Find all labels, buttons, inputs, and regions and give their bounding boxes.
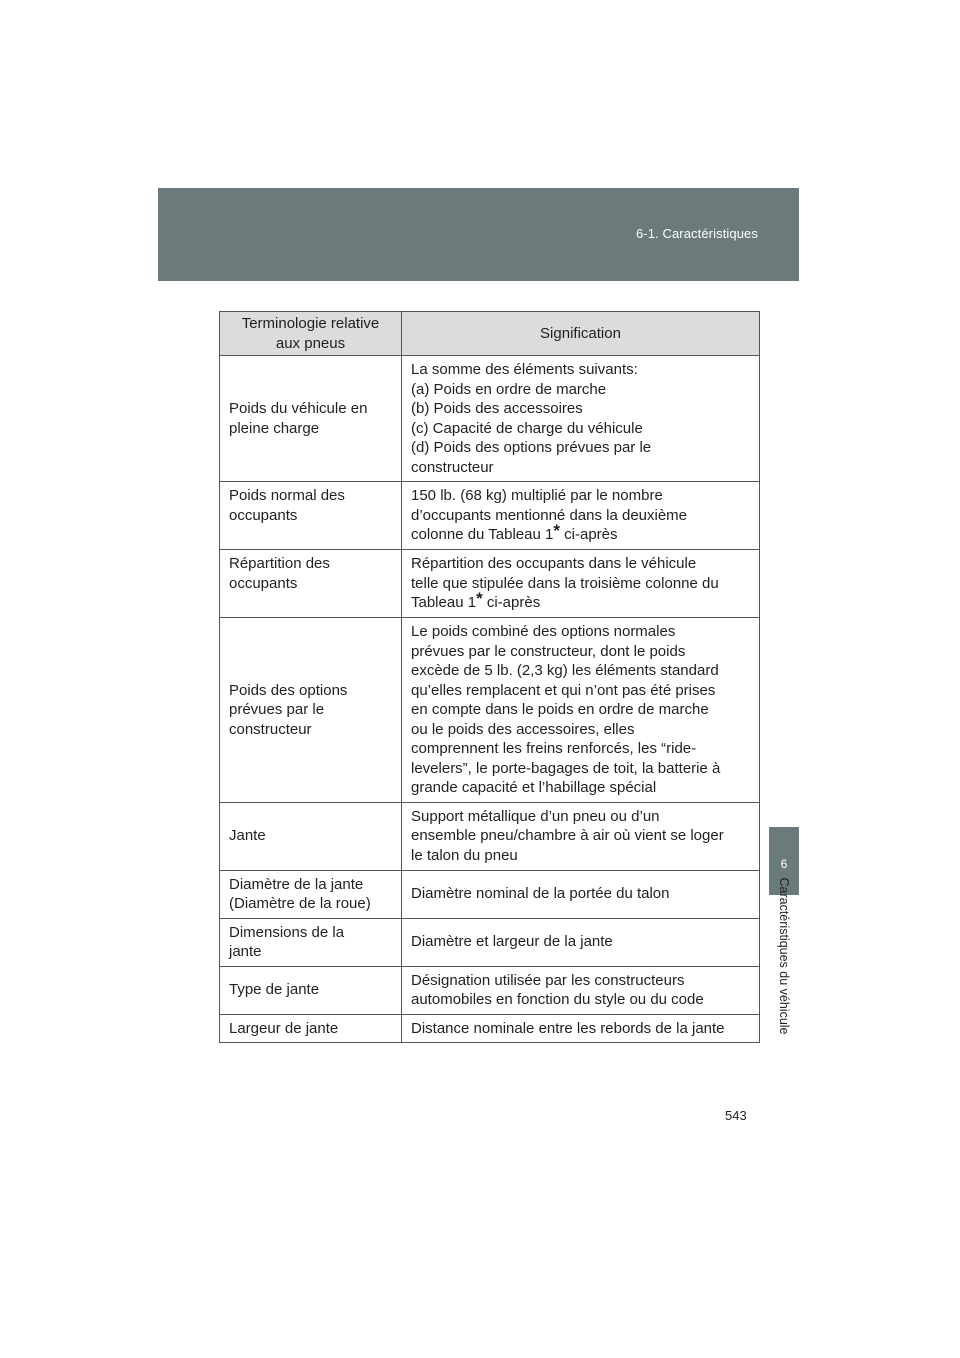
table-row bbox=[220, 966, 760, 1014]
term-cell: Poids du véhicule en pleine charge bbox=[220, 356, 402, 482]
meaning-text: Répartition des occupants dans le véhicule telle que stipulée dans la troisième colonne du Tableau 1 bbox=[411, 555, 719, 612]
chapter-number: 6 bbox=[780, 857, 788, 871]
meaning-cell: Diamètre et largeur de la jante bbox=[402, 918, 760, 966]
table-row bbox=[220, 1014, 760, 1043]
meaning-cell: Diamètre nominal de la portée du talon bbox=[402, 870, 760, 918]
term-cell: Diamètre de la jante (Diamètre de la roue) bbox=[220, 870, 402, 918]
meaning-text-end: ci-après bbox=[482, 594, 541, 612]
term-cell: Poids normal des occupants bbox=[220, 482, 402, 550]
term-cell: Répartition des occupants bbox=[220, 550, 402, 618]
header-terminology: Terminologie relative aux pneus bbox=[220, 312, 402, 356]
table-row bbox=[220, 802, 760, 870]
meaning-cell: Support métallique d’un pneu ou d’un ensemble pneu/chambre à air où vient se loger le talon du pneu bbox=[402, 802, 760, 870]
table-row bbox=[220, 356, 760, 482]
table-row bbox=[220, 618, 760, 803]
header-meaning: Signification bbox=[402, 312, 760, 356]
table-row bbox=[220, 870, 760, 918]
footnote-star: * bbox=[553, 521, 560, 541]
section-header-band bbox=[158, 188, 799, 281]
meaning-text-end: ci-après bbox=[559, 526, 618, 544]
table-header-row bbox=[220, 312, 760, 356]
table-row bbox=[220, 918, 760, 966]
meaning-cell: La somme des éléments suivants: (a) Poids en ordre de marche (b) Poids des accessoires (c) Capacité de charge du véhicule (d) Poids des options prévues par le constructeur bbox=[402, 356, 760, 482]
footnote-star: * bbox=[476, 589, 483, 609]
term-cell: Jante bbox=[220, 802, 402, 870]
table-row bbox=[220, 482, 760, 550]
term-cell: Type de jante bbox=[220, 966, 402, 1014]
tire-terminology-table bbox=[219, 311, 760, 1043]
meaning-cell bbox=[402, 482, 760, 550]
table-row bbox=[220, 550, 760, 618]
term-cell: Largeur de jante bbox=[220, 1014, 402, 1043]
meaning-cell: Désignation utilisée par les constructeurs automobiles en fonction du style ou du code bbox=[402, 966, 760, 1014]
meaning-cell: Distance nominale entre les rebords de la jante bbox=[402, 1014, 760, 1043]
meaning-text: 150 lb. (68 kg) multiplié par le nombre d’occupants mentionné dans la deuxième colonne du Tableau 1 bbox=[411, 487, 688, 544]
meaning-cell: Le poids combiné des options normales prévues par le constructeur, dont le poids excède de 5 lb. (2,3 kg) les éléments standard qu’elles remplacent et qui n’ont pas été prises en compte dans le poids en ordre de marche ou le poids des accessoires, elles comprennent les freins renforcés, les “ride- levelers”, le porte-bagages de toit, la batterie à grande capacité et l’habillage spécial bbox=[402, 618, 760, 803]
meaning-cell bbox=[402, 550, 760, 618]
chapter-label: Caractéristiques du véhicule bbox=[777, 877, 791, 1035]
term-cell: Dimensions de la jante bbox=[220, 918, 402, 966]
section-title: 6-1. Caractéristiques bbox=[635, 226, 758, 241]
term-cell: Poids des options prévues par le constructeur bbox=[220, 618, 402, 803]
page-number: 543 bbox=[725, 1108, 747, 1123]
